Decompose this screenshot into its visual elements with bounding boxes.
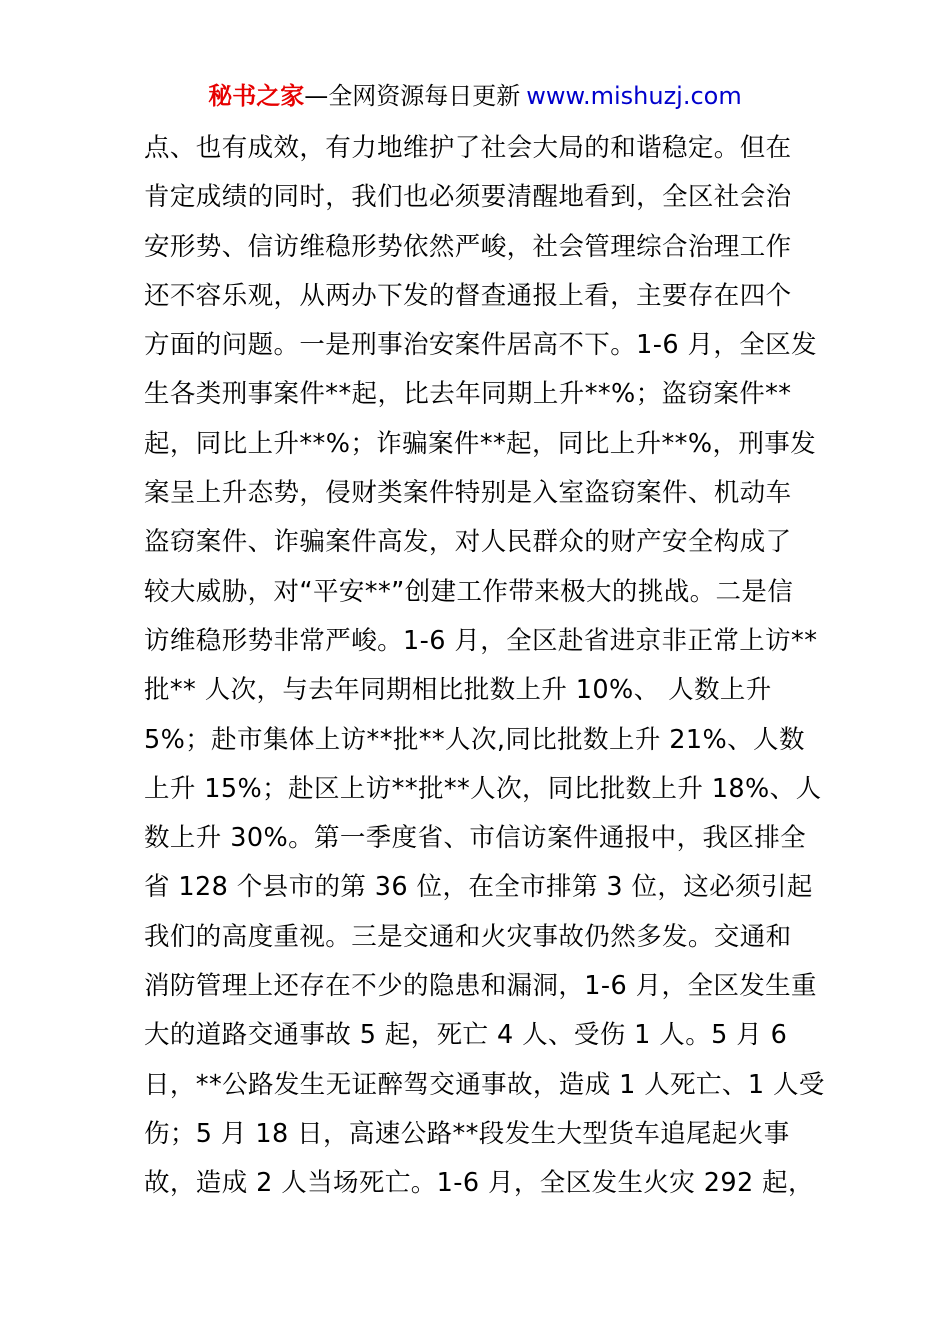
body-line: 故，造成 2 人当场死亡。1-6 月，全区发生火灾 292 起， [144,1168,814,1199]
body-line: 还不容乐观，从两办下发的督查通报上看，主要存在四个 [144,280,792,311]
body-line: 较大威胁，对“平安**”创建工作带来极大的挑战。二是信 [144,576,794,607]
body-line: 肯定成绩的同时，我们也必须要清醒地看到，全区社会治 [144,182,792,213]
body-line: 消防管理上还存在不少的隐患和漏洞，1-6 月，全区发生重 [144,971,817,1002]
body-line: 伤；5 月 18 日，高速公路**段发生大型货车追尾起火事 [144,1118,790,1149]
body-line: 批** 人次，与去年同期相比批数上升 10%、 人数上升 [144,675,772,706]
site-url-link[interactable]: www.mishuzj.com [526,82,742,110]
body-line: 起，同比上升**%；诈骗案件**起，同比上升**%，刑事发 [144,428,817,459]
body-line: 访维稳形势非常严峻。1-6 月，全区赴省进京非正常上访** [144,625,818,656]
body-line: 点、也有成效，有力地维护了社会大局的和谐稳定。但在 [144,133,792,163]
body-line: 大的道路交通事故 5 起，死亡 4 人、受伤 1 人。5 月 6 [144,1020,788,1051]
body-line: 数上升 30%。第一季度省、市信访案件通报中，我区排全 [144,823,807,854]
body-line: 我们的高度重视。三是交通和火灾事故仍然多发。交通和 [144,921,792,952]
body-line: 日，**公路发生无证醉驾交通事故，造成 1 人死亡、1 人受 [144,1069,825,1100]
body-line: 安形势、信访维稳形势依然严峻，社会管理综合治理工作 [144,231,792,262]
body-line: 案呈上升态势，侵财类案件特别是入室盗窃案件、机动车 [144,478,792,509]
site-slogan: —全网资源每日更新 [304,82,521,110]
body-line: 方面的问题。一是刑事治安案件居高不下。1-6 月，全区发 [144,330,817,361]
site-name: 秘书之家 [208,82,305,110]
document-body [144,124,824,1209]
body-line: 5%；赴市集体上访**批**人次,同比批数上升 21%、人数 [144,724,805,755]
body-line: 盗窃案件、诈骗案件高发，对人民群众的财产安全构成了 [144,527,792,558]
page-header [0,78,950,114]
body-line: 上升 15%；赴区上访**批**人次，同比批数上升 18%、人 [144,773,822,804]
body-line: 生各类刑事案件**起，比去年同期上升**%；盗窃案件** [144,379,792,410]
body-line: 省 128 个县市的第 36 位，在全市排第 3 位，这必须引起 [144,872,813,903]
